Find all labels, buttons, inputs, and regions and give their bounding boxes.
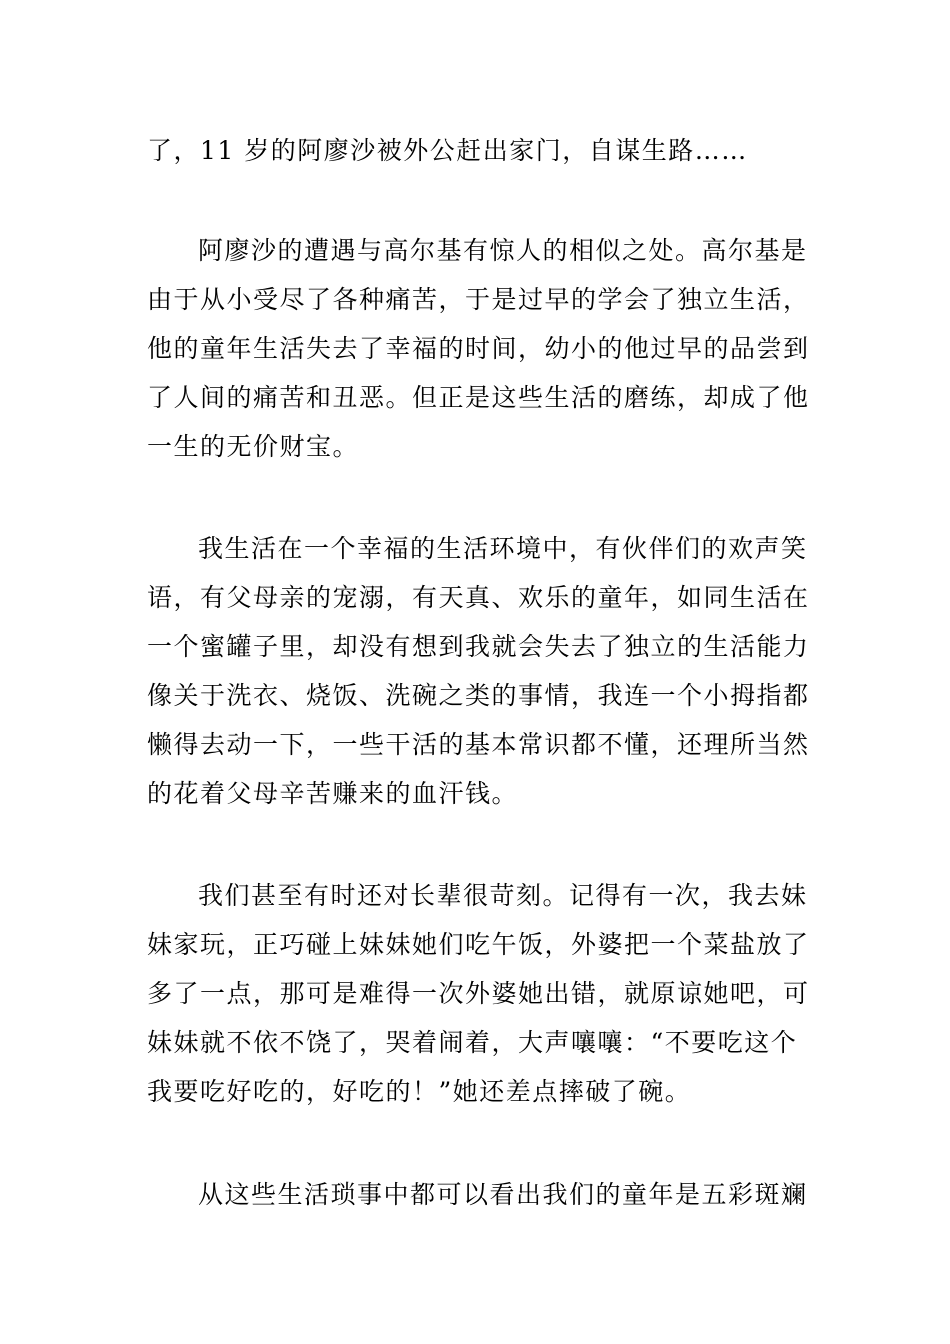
text-line: 从这些生活琐事中都可以看出我们的童年是五彩斑斓 [198, 1180, 808, 1209]
text-line: 我们甚至有时还对长辈很苛刻。记得有一次，我去妹 [198, 881, 808, 910]
text-line: 多了一点，那可是难得一次外婆她出错，就原谅她吧，可 [147, 979, 810, 1008]
text-line: 由于从小受尽了各种痛苦，于是过早的学会了独立生活， [147, 285, 810, 314]
text-line: 的花着父母辛苦赚来的血汗钱。 [147, 779, 519, 808]
text-line: 像关于洗衣、烧饭、洗碗之类的事情，我连一个小拇指都 [147, 681, 810, 710]
text-line: 阿廖沙的遭遇与高尔基有惊人的相似之处。高尔基是 [198, 236, 808, 265]
text-line: 他的童年生活失去了幸福的时间，幼小的他过早的品尝到 [147, 334, 810, 363]
paragraph-4 [147, 871, 812, 1116]
text-line: 了人间的痛苦和丑恶。但正是这些生活的磨练，却成了他 [147, 383, 810, 412]
paragraph-3 [147, 524, 812, 818]
text-line: 我要吃好吃的，好吃的！”她还差点摔破了碗。 [147, 1077, 692, 1106]
text-line: 我生活在一个幸福的生活环境中，有伙伴们的欢声笑 [198, 534, 808, 563]
text-line: 语，有父母亲的宠溺，有天真、欢乐的童年，如同生活在 [147, 583, 810, 612]
text-line: 妹家玩，正巧碰上妹妹她们吃午饭，外婆把一个菜盐放了 [147, 930, 810, 959]
paragraph-5 [147, 1170, 812, 1219]
text-line: 懒得去动一下，一些干活的基本常识都不懂，还理所当然 [147, 730, 810, 759]
text-line: 一生的无价财宝。 [147, 432, 360, 461]
text-line: 一个蜜罐子里，却没有想到我就会失去了独立的生活能力 [147, 632, 810, 661]
paragraph-2 [147, 226, 812, 471]
text-line: 了，11 岁的阿廖沙被外公赶出家门，自谋生路…… [147, 136, 748, 165]
text-line: 妹妹就不依不饶了，哭着闹着，大声嚷嚷：“不要吃这个 [147, 1028, 798, 1057]
paragraph-1 [147, 126, 812, 175]
